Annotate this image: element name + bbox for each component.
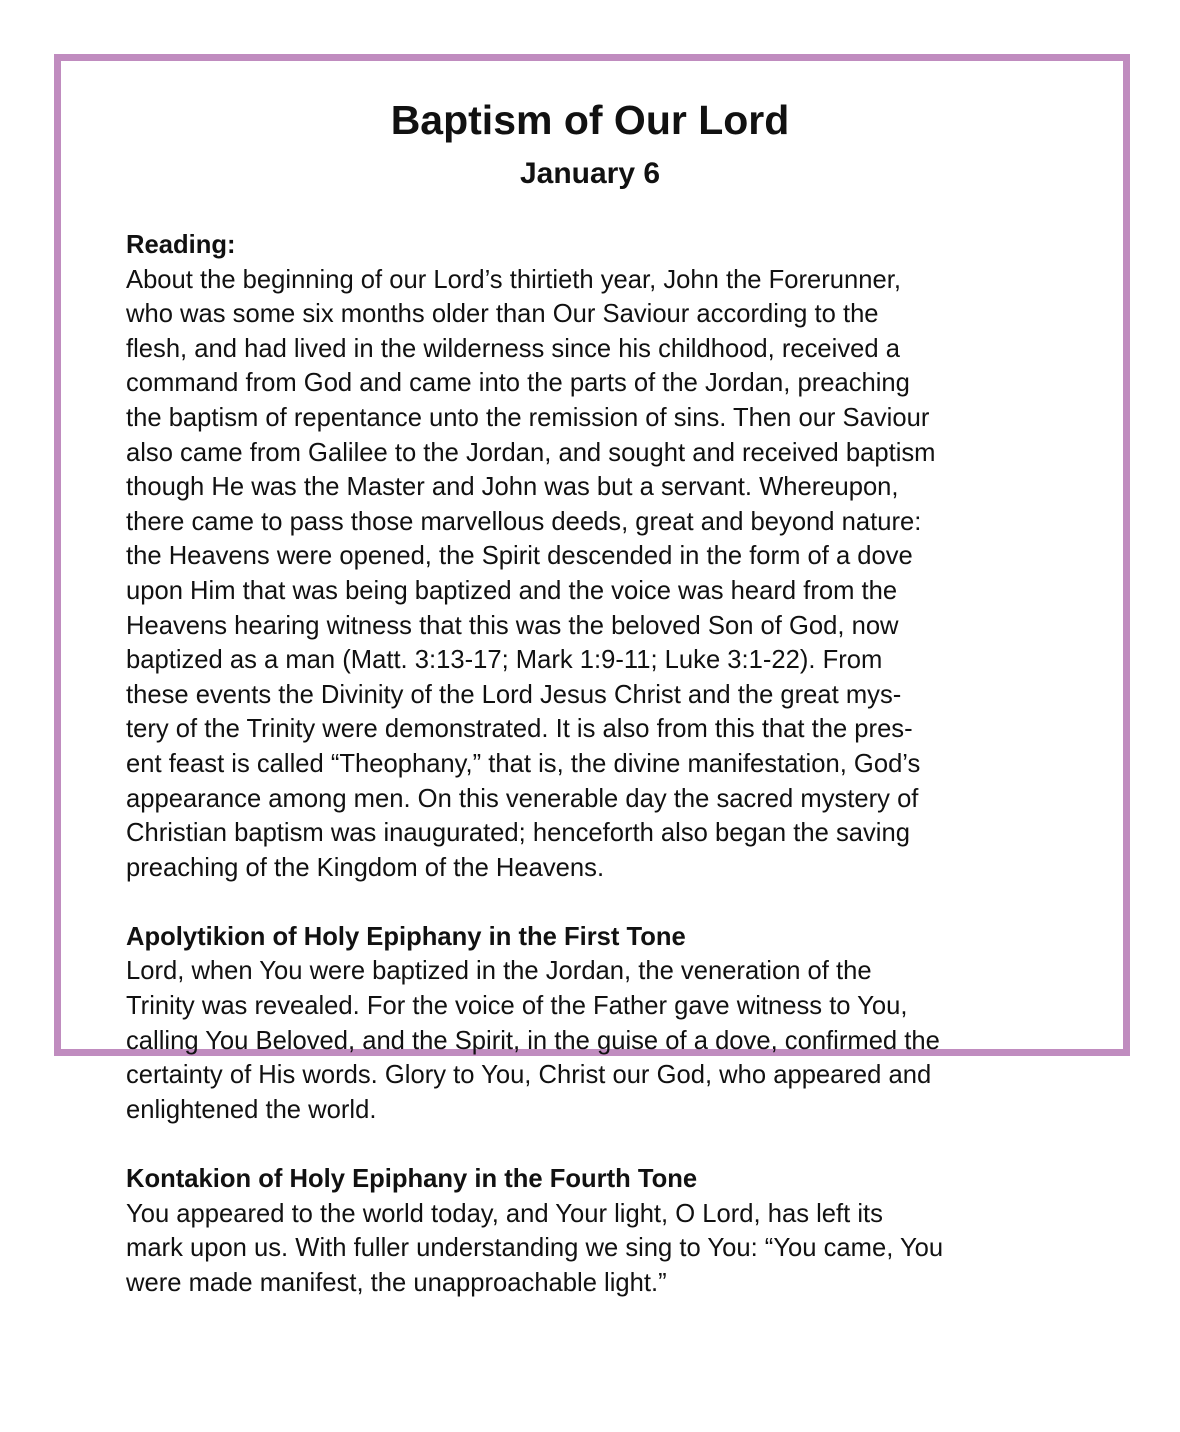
text-line: who was some six months older than Our Saviour according to the — [126, 300, 879, 329]
text-line: Lord, when You were baptized in the Jordan, the veneration of the — [126, 957, 872, 986]
reading-heading: Reading: — [126, 231, 236, 259]
text-line: the baptism of repentance unto the remission of sins. Then our Saviour — [126, 403, 930, 432]
text-line: upon Him that was being baptized and the voice was heard from the — [126, 576, 898, 605]
text-line: appearance among men. On this venerable day the sacred mystery of — [126, 784, 919, 813]
text-line: there came to pass those marvellous deeds, great and beyond nature: — [126, 507, 922, 536]
apolytikion-heading: Apolytikion of Holy Epiphany in the First Tone — [126, 922, 686, 951]
text-line: You appeared to the world today, and Your light, O Lord, has left its — [126, 1199, 883, 1228]
text-line: these events the Divinity of the Lord Jesus Christ and the great mys- — [126, 680, 902, 709]
text-line: flesh, and had lived in the wilderness since his childhood, received a — [126, 334, 900, 363]
text-line: ent feast is called “Theophany,” that is, the divine manifestation, God’s — [126, 749, 921, 778]
page-title: Baptism of Our Lord — [390, 97, 790, 143]
text-line: tery of the Trinity were demonstrated. It is also from this that the pres- — [126, 715, 913, 744]
kontakion-text — [126, 1197, 1066, 1301]
text-line: also came from Galilee to the Jordan, and sought and received baptism — [126, 438, 936, 467]
reading-text — [126, 263, 1066, 886]
text-line: the Heavens were opened, the Spirit descended in the form of a dove — [126, 542, 913, 571]
text-line: command from God and came into the parts of the Jordan, preaching — [126, 369, 910, 398]
apolytikion-section — [126, 920, 1066, 1128]
text-line: were made manifest, the unapproachable light.” — [126, 1268, 667, 1297]
text-line: preaching of the Kingdom of the Heavens. — [126, 853, 605, 882]
text-line: Christian baptism was inaugurated; henceforth also began the saving — [126, 819, 910, 848]
text-line: Trinity was revealed. For the voice of the Father gave witness to You, — [126, 992, 908, 1021]
kontakion-heading: Kontakion of Holy Epiphany in the Fourth Tone — [126, 1165, 698, 1194]
reading-section — [126, 228, 1066, 885]
text-line: About the beginning of our Lord’s thirtieth year, John the Forerunner, — [126, 265, 901, 294]
text-line: enlightened the world. — [126, 1095, 377, 1124]
feast-date: January 6 — [519, 157, 661, 190]
apolytikion-text — [126, 954, 1066, 1127]
text-line: Heavens hearing witness that this was the beloved Son of God, now — [126, 611, 899, 640]
text-line: calling You Beloved, and the Spirit, in the guise of a dove, confirmed the — [126, 1026, 940, 1055]
kontakion-section — [126, 1162, 1066, 1300]
text-line: though He was the Master and John was but a servant. Whereupon, — [126, 473, 899, 502]
text-line: baptized as a man (Matt. 3:13-17; Mark 1:9-11; Luke 3:1-22). From — [126, 646, 883, 675]
text-line: certainty of His words. Glory to You, Christ our God, who appeared and — [126, 1061, 932, 1090]
document-body — [126, 228, 1066, 1335]
text-line: mark upon us. With fuller understanding we sing to You: “You came, You — [126, 1234, 944, 1263]
